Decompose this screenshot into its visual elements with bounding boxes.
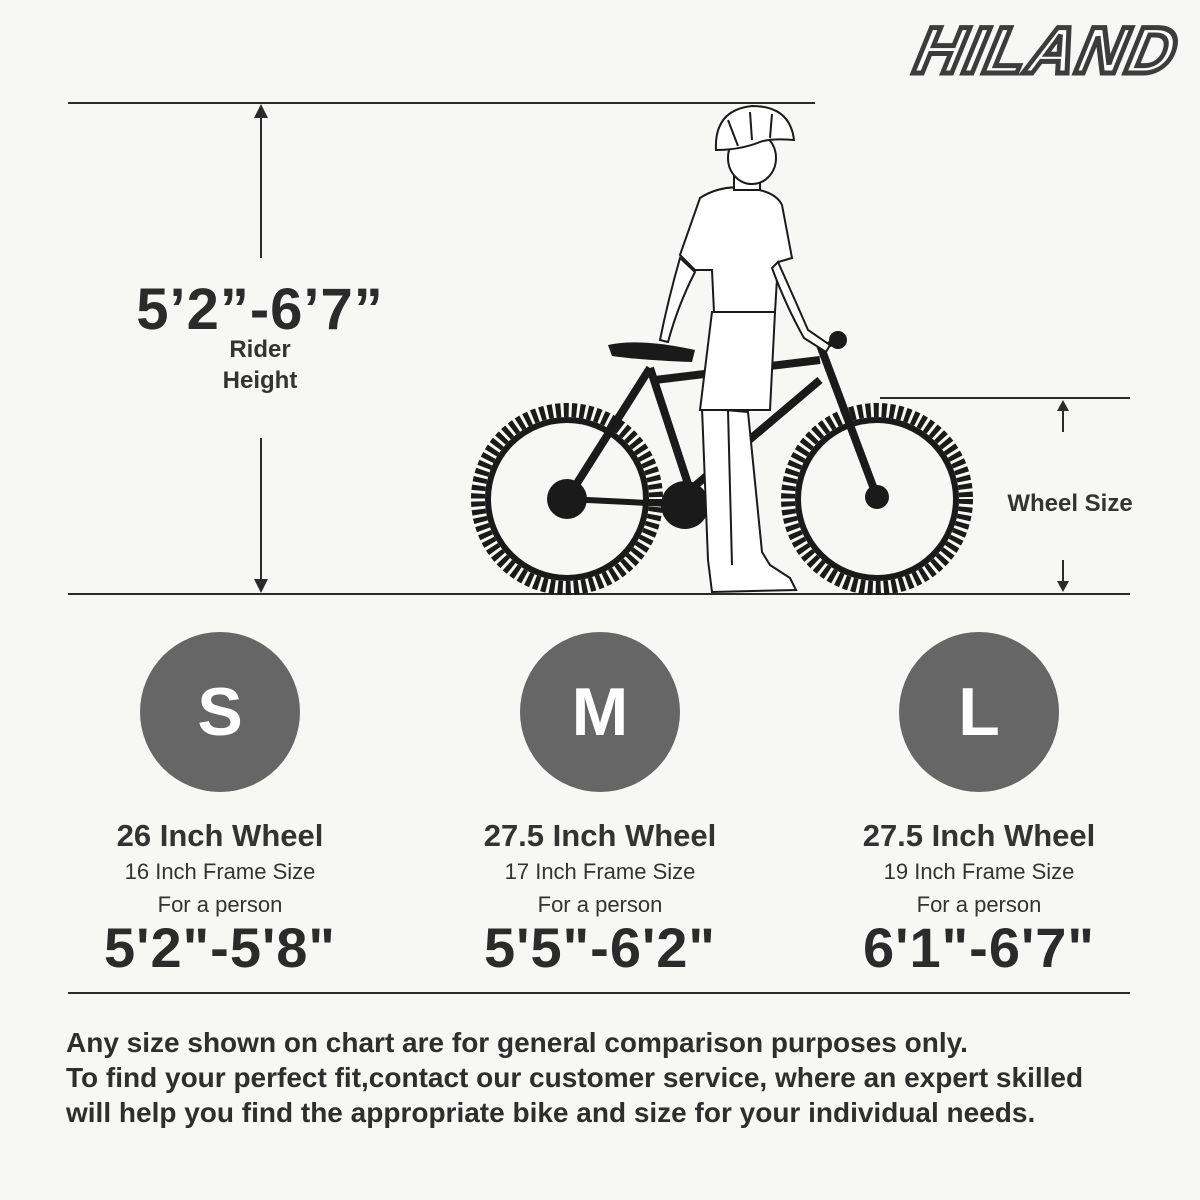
rider-height-label-line2: Height <box>222 367 298 394</box>
size-letter: M <box>571 674 629 750</box>
size-column-m <box>420 632 780 982</box>
height-range-text: 6'1"-6'7" <box>863 916 1095 979</box>
rider-height-range: 5’2”-6’7” <box>136 277 384 342</box>
frame-size-text: 16 Inch Frame Size <box>124 859 316 884</box>
size-badge <box>520 632 680 792</box>
wheel-size-text: 27.5 Inch Wheel <box>483 818 717 853</box>
note-line-2: To find your perfect fit,contact our customer service, where an expert skilled <box>66 1062 1084 1093</box>
height-range-text: 5'2"-5'8" <box>104 916 336 979</box>
size-column-l <box>799 632 1159 982</box>
person-text: For a person <box>157 892 283 917</box>
size-badge <box>140 632 300 792</box>
wheel-size-label: Wheel Size <box>1007 490 1133 517</box>
note-line-1: Any size shown on chart are for general comparison purposes only. <box>66 1027 968 1058</box>
wheel-size-text: 26 Inch Wheel <box>116 818 324 853</box>
size-column-s <box>40 632 400 982</box>
frame-size-text: 19 Inch Frame Size <box>883 859 1075 884</box>
person-text: For a person <box>537 892 663 917</box>
height-range-text: 5'5"-6'2" <box>484 916 716 979</box>
wheel-size-text: 27.5 Inch Wheel <box>862 818 1096 853</box>
person-text: For a person <box>916 892 1042 917</box>
size-letter: L <box>958 674 1000 750</box>
brand-logo: HILAND <box>908 13 1186 87</box>
note-line-3: will help you find the appropriate bike and size for your individual needs. <box>66 1097 1036 1128</box>
disclaimer-notes <box>66 1025 1166 1130</box>
size-letter: S <box>197 674 243 750</box>
size-badge <box>899 632 1059 792</box>
frame-size-text: 17 Inch Frame Size <box>504 859 696 884</box>
rider-height-label-line1: Rider <box>229 336 291 363</box>
